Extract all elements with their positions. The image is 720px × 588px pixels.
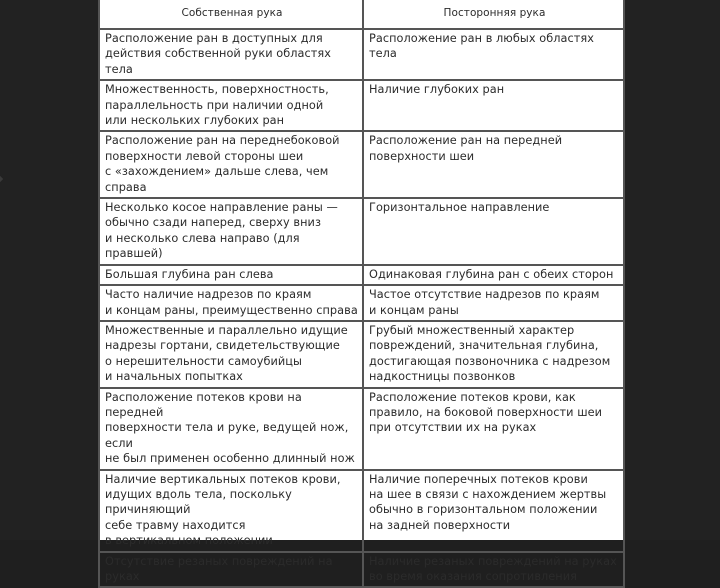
cell-line: Наличие глубоких ран [369,83,505,97]
cell-line: правило, на боковой поверхности шеи [369,405,602,419]
cell-line: Наличие поперечных потеков крови [369,472,588,486]
cell-line: тела [369,47,397,61]
cell-other-hand [363,321,624,388]
cell-line: с «захождением» дальше слева, чем справа [105,165,329,194]
cell-other-hand [363,552,624,588]
cell-line: на шее в связи с нахождением жертвы [369,487,607,501]
cell-line: Большая глубина ран слева [105,267,274,281]
cell-own-hand [99,552,363,588]
cell-line: на задней поверхности [369,518,511,532]
cell-own-hand [99,388,363,470]
cell-line: Частое отсутствие надрезов по краям [369,288,600,302]
header-other-hand: Посторонняя рука [363,0,624,29]
table-row [99,29,624,80]
cell-line: Расположение потеков крови на передней [105,390,302,419]
cell-line: Множественность, поверхностность, [105,83,329,97]
cell-line: идущих вдоль тела, поскольку причиняющий [105,487,292,517]
cell-own-hand [99,285,363,321]
cell-line: и концам раны, преимущественно справа [105,303,358,317]
cell-own-hand [99,321,363,388]
table-row [99,80,624,131]
decorative-diamond [0,175,3,183]
cell-other-hand [363,198,624,265]
cell-line: Расположение потеков крови, как [369,390,576,404]
cell-line: Расположение ран в доступных для [105,32,323,45]
cell-line: Наличие вертикальных потеков крови, [105,472,341,486]
cell-line: поверхности левой стороны шеи [105,149,304,163]
cell-line: поверхности тела и руке, ведущей нож, если [105,421,349,450]
cell-line: Часто наличие надрезов по краям [105,288,312,302]
cell-line: Расположение ран в любых областях [369,32,594,45]
cell-line: Грубый множественный характер [369,323,575,337]
cell-other-hand [363,388,624,470]
cell-own-hand [99,131,363,198]
table-header-row [99,0,624,29]
table-body [99,29,624,587]
comparison-table [98,0,625,588]
cell-other-hand [363,265,624,285]
table-row [99,388,624,470]
cell-line: надрезы гортани, свидетельствующие [105,339,340,353]
cell-line: Расположение ран на переднебоковой [105,134,340,148]
cell-other-hand [363,131,624,198]
table-row [99,285,624,321]
cell-line: во время оказания сопротивления [369,570,577,583]
cell-line: Отсутствие резаных повреждений на руках [105,554,333,583]
cell-line: поверхности шеи [369,149,475,163]
cell-line: действия собственной руки областях тела [105,47,331,76]
cell-line: себе травму находится [105,518,246,532]
cell-line: Горизонтальное направление [369,201,550,215]
cell-other-hand [363,470,624,552]
cell-line: в вертикальном положении [105,534,273,548]
cell-own-hand [99,198,363,265]
cell-own-hand [99,80,363,131]
cell-line: повреждений, значительная глубина, [369,339,599,353]
table-row [99,131,624,198]
cell-other-hand [363,29,624,80]
cell-line: и начальных попытках [105,370,243,384]
cell-line: обычно сзади наперед, сверху вниз [105,216,321,230]
cell-other-hand [363,80,624,131]
table-sheet [98,0,623,583]
cell-own-hand [99,29,363,80]
cell-own-hand [99,470,363,552]
cell-line: Несколько косое направление раны — [105,201,338,215]
cell-line: достигающая позвоночника с надрезом [369,354,611,368]
table-row [99,321,624,388]
cell-line: обычно в горизонтальном положении [369,503,598,517]
cell-line: при отсутствии их на руках [369,421,537,435]
table-row [99,198,624,265]
cell-line: или нескольких глубоких ран [105,114,285,128]
cell-other-hand [363,285,624,321]
table-row [99,470,624,552]
cell-line: и несколько слева направо (для правшей) [105,231,300,261]
cell-line: надкостницы позвонков [369,370,516,384]
table-row [99,265,624,285]
cell-own-hand [99,265,363,285]
cell-line: Одинаковая глубина ран с обеих сторон [369,267,614,281]
cell-line: Расположение ран на передней [369,134,563,148]
cell-line: Наличие резаных повреждений на руках [369,554,617,568]
cell-line: о нерешительности самоубийцы [105,354,302,368]
cell-line: Множественные и параллельно идущие [105,323,348,337]
cell-line: и концам раны [369,303,459,317]
cell-line: не был применен особенно длинный нож [105,452,355,466]
header-own-hand: Собственная рука [99,0,363,29]
cell-line: параллельность при наличии одной [105,98,324,112]
table-row [99,552,624,588]
